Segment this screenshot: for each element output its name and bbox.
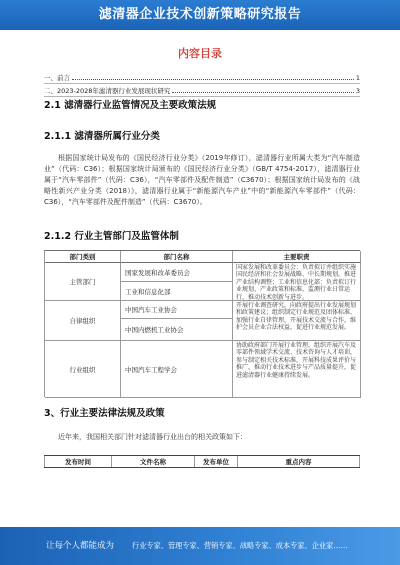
report-title: 滤清器企业技术创新策略研究报告 bbox=[98, 7, 302, 22]
department-category: 行业组织 bbox=[45, 341, 121, 398]
toc-leader-dots bbox=[172, 92, 353, 93]
department-name: 中国汽车工业协会 bbox=[121, 301, 233, 319]
table-header-cell: 主要职责 bbox=[233, 251, 361, 263]
toc-entry-page: 1 bbox=[355, 74, 360, 82]
toc-entry-label: 一、前言 bbox=[44, 74, 70, 82]
policy-table-header bbox=[44, 455, 360, 468]
department-name: 中国汽车工程学会 bbox=[121, 341, 233, 398]
department-duties: 协助政府部门开展行业管理，组织开展汽车及零部件领域学术交流、技术咨询与人才培训，参与制定相关技术标准，开展科技成果评价与推广，推动行业技术进步与产品质量提升，促进滤清器行业健康持续发展。 bbox=[233, 341, 361, 398]
section-heading-2-1-1: 2.1.1 滤清器所属行业分类 bbox=[44, 131, 160, 142]
toc-leader-dots bbox=[72, 79, 354, 80]
table-header-cell: 发布时间 bbox=[44, 456, 112, 467]
department-duties: 开展行业调查研究，向政府提出行业发展规划和政策建议；组织制定行业规范及团体标准，加强行业自律管理，开展技术交流与合作，维护会员企业合法权益，促进行业规范发展。 bbox=[233, 301, 361, 341]
toc-heading: 内容目录 bbox=[178, 47, 222, 60]
department-name: 国家发展和改革委员会 bbox=[121, 263, 233, 282]
table-header-cell: 部门类别 bbox=[45, 251, 121, 263]
regulation-table bbox=[44, 250, 360, 397]
industry-classification-paragraph: 根据国家统计局发布的《国民经济行业分类》（2019年修订），滤清器行业所属大类为“汽车制造业”（代码：C36）；根据国家统计局颁布的《国民经济行业分类》（GB/T 4754-2017），滤清器行业属于“汽车零部件”（代码：C36），“汽车零部件及配件制造”（C3670）；根据国家统计局发布的《战略性新兴产业分类（2018）》，滤清器行业属于“新能源汽车产业”中的“新能源汽车零部件”（代码：C36），“汽车零部件及配件制造”（代码：C3670）。 bbox=[44, 154, 360, 206]
department-name: 中国内燃机工业协会 bbox=[121, 319, 233, 341]
department-category: 主管部门 bbox=[45, 263, 121, 301]
table-header-cell: 部门名称 bbox=[121, 251, 233, 263]
department-name: 工业和信息化部 bbox=[121, 282, 233, 301]
table-header-cell: 重点内容 bbox=[238, 456, 360, 467]
table-header-cell: 文件名称 bbox=[112, 456, 195, 467]
section-heading-2-1-2: 2.1.2 行业主管部门及监管体制 bbox=[44, 231, 179, 242]
footer-slogan-tagline: 行业专家、管理专家、营销专家、战略专家、成本专家、企业家…… bbox=[132, 541, 348, 550]
section-heading-3: 3、行业主要法律法规及政策 bbox=[44, 408, 165, 419]
section-heading-2-1: 2.1 滤清器行业监管情况及主要政策法规 bbox=[44, 100, 217, 111]
policy-intro-text: 近年来，我国相关部门针对滤清器行业出台的相关政策如下： bbox=[58, 433, 247, 441]
toc-entry[interactable] bbox=[44, 84, 360, 97]
table-of-contents bbox=[44, 71, 360, 97]
footer-slogan-lead: 让每个人都能成为 bbox=[46, 541, 115, 551]
table-header-cell: 发布单位 bbox=[195, 456, 238, 467]
department-category: 自律组织 bbox=[45, 301, 121, 341]
toc-entry-page: 3 bbox=[355, 87, 360, 95]
department-duties: 国家发展和改革委员会：负责拟订并组织实施国民经济和社会发展战略、中长期规划，推进产业结构调整；工业和信息化部：负责拟订行业规划、产业政策和标准，监测行业日常运行，推动技术创新与进步。 bbox=[233, 263, 361, 301]
toc-entry[interactable] bbox=[44, 71, 360, 84]
toc-entry-label: 二、2023-2028年滤清器行业发展现状研究 bbox=[44, 87, 171, 95]
